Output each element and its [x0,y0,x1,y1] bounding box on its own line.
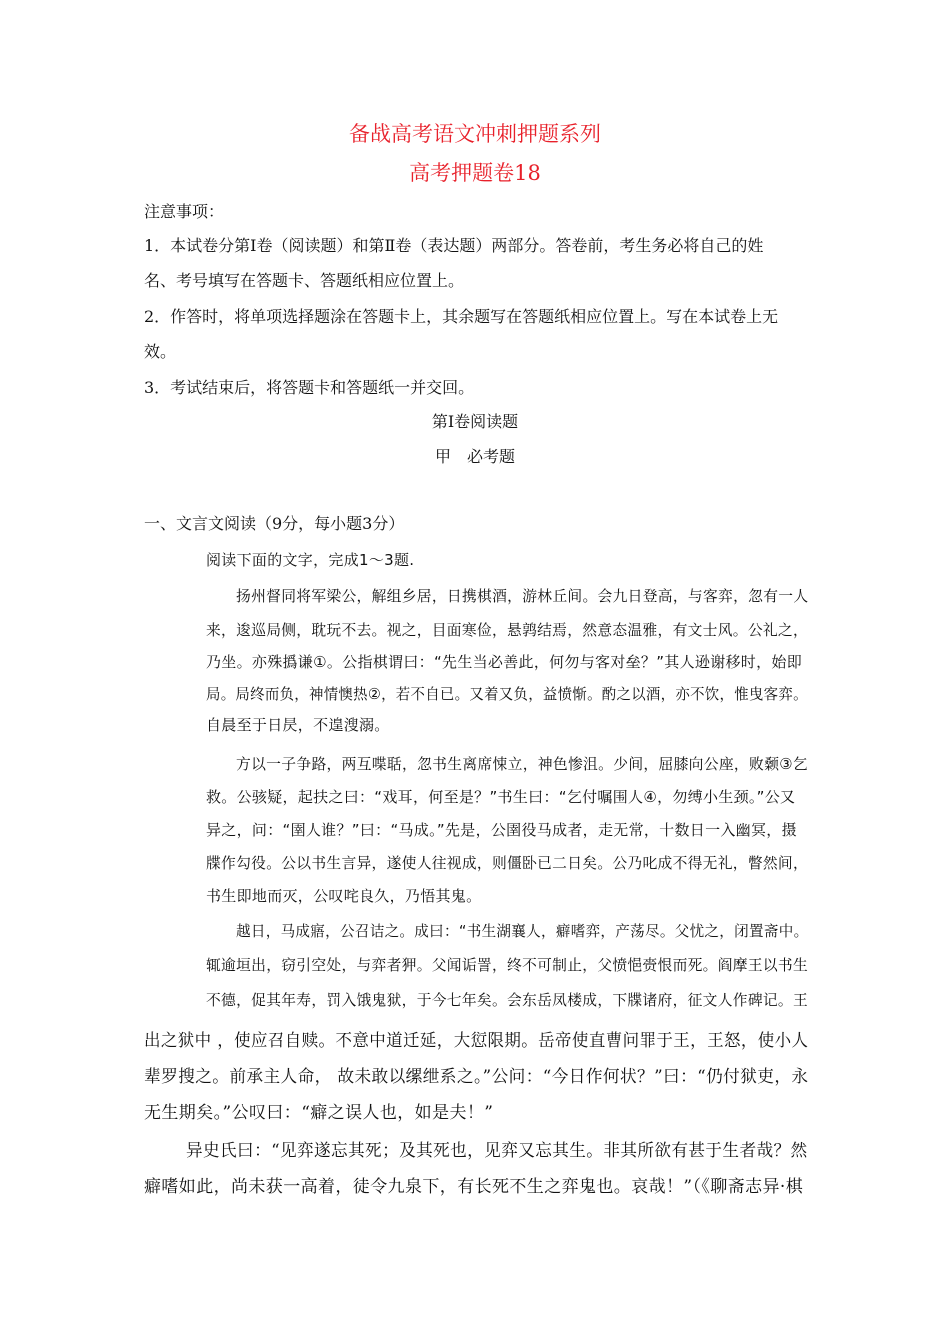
passage-line: 异之，问：“圉人谁？”曰：“马成。”先是，公圉役马成者，走无常，十数日一入幽冥，摄 [206,821,797,839]
passage-line: 方以一子争路，两互喋聒，忽书生离席悚立，神色惨沮。少间，屈膝向公座，败颡③乞 [236,755,808,773]
passage-line: 异史氏曰：“见弈遂忘其死；及其死也，见弈又忘其生。非其所欲有甚于生者哉？然 [186,1141,808,1161]
notes-item-1-cont: 名、考号填写在答题卡、答题纸相应位置上。 [144,271,465,290]
passage-line: 乃坐。亦殊撝谦①。公指棋谓曰：“先生当必善此，何勿与客对垒？”其人逊谢移时，始即 [206,653,802,671]
passage-line: 局。局终而负，神情懊热②，若不自已。又着又负，益愤惭。酌之以酒，亦不饮，惟曳客弈。 [206,685,808,703]
volume-heading: 第Ⅰ卷阅读题 [431,412,519,431]
passage-line: 癖嗜如此，尚未获一高着，徒令九泉下，有长死不生之弈鬼也。哀哉！”（《聊斋志异·棋 [144,1177,804,1197]
passage-line: 出之狱中 ，使应召自赎。不意中道迁延，大愆限期。岳帝使直曹问罪于王，王怒，使小人 [144,1031,809,1051]
notes-item-3: 3．考试结束后，将答题卡和答题纸一并交回。 [144,378,475,397]
notes-item-1: 1．本试卷分第Ⅰ卷（阅读题）和第Ⅱ卷（表达题）两部分。答卷前，考生务必将自己的姓 [144,236,764,255]
passage-line: 辄逾垣出，窃引空处，与弈者狎。父闻诟詈，终不可制止，父愤悒赍恨而死。阎摩王以书生 [206,956,809,974]
passage-line: 扬州督同将军梁公，解组乡居，日携棋酒，游林丘间。会九日登高，与客弈，忽有一人 [236,587,809,605]
passage-line: 无生期矣。”公叹曰：“癖之误人也，如是夫！” [144,1103,494,1123]
question-heading: 一、文言文阅读（9分，每小题3分） [144,514,405,533]
passage-line: 来，逡巡局侧，耽玩不去。视之，目面寒俭，悬鹑结焉，然意态温雅，有文士风。公礼之， [206,621,809,639]
passage-line: 辈罗搜之。前承主人命， 故未敢以缧绁系之。”公问：“今日作何状？”曰：“仍付狱吏，永 [144,1067,809,1087]
passage-line: 救。公骇疑，起扶之曰：“戏耳，何至是？”书生曰：“乞付嘱围人④，勿缚小生颈。”公又 [206,788,796,806]
passage-line: 越日，马成寤，公召诘之。成曰：“书生湖襄人，癖嗜弈，产荡尽。父忧之，闭置斋中。 [236,922,809,940]
passage-line: 不德，促其年寿，罚入饿鬼狱，于今七年矣。会东岳凤楼成，下牒诸府，征文人作碑记。王 [206,991,809,1009]
question-instruction: 阅读下面的文字，完成1～3题. [206,551,415,569]
notes-heading: 注意事项： [144,202,225,221]
passage-line: 牒作勾役。公以书生言异，遂使人往视成，则僵卧已二日矣。公乃叱成不得无礼，瞥然间， [206,854,809,872]
document-subtitle: 高考押题卷18 [409,161,541,185]
document-title: 备战高考语文冲刺押题系列 [349,122,601,146]
passage-line: 自晨至于日昃，不遑溲溺。 [206,716,390,734]
notes-item-2: 2．作答时，将单项选择题涂在答题卡上，其余题写在答题纸相应位置上。写在本试卷上无 [144,307,779,326]
passage-line: 书生即地而灭，公叹咤良久，乃悟其鬼。 [206,887,482,905]
notes-item-2-cont: 效。 [144,342,177,361]
part-heading: 甲 必考题 [434,447,515,466]
